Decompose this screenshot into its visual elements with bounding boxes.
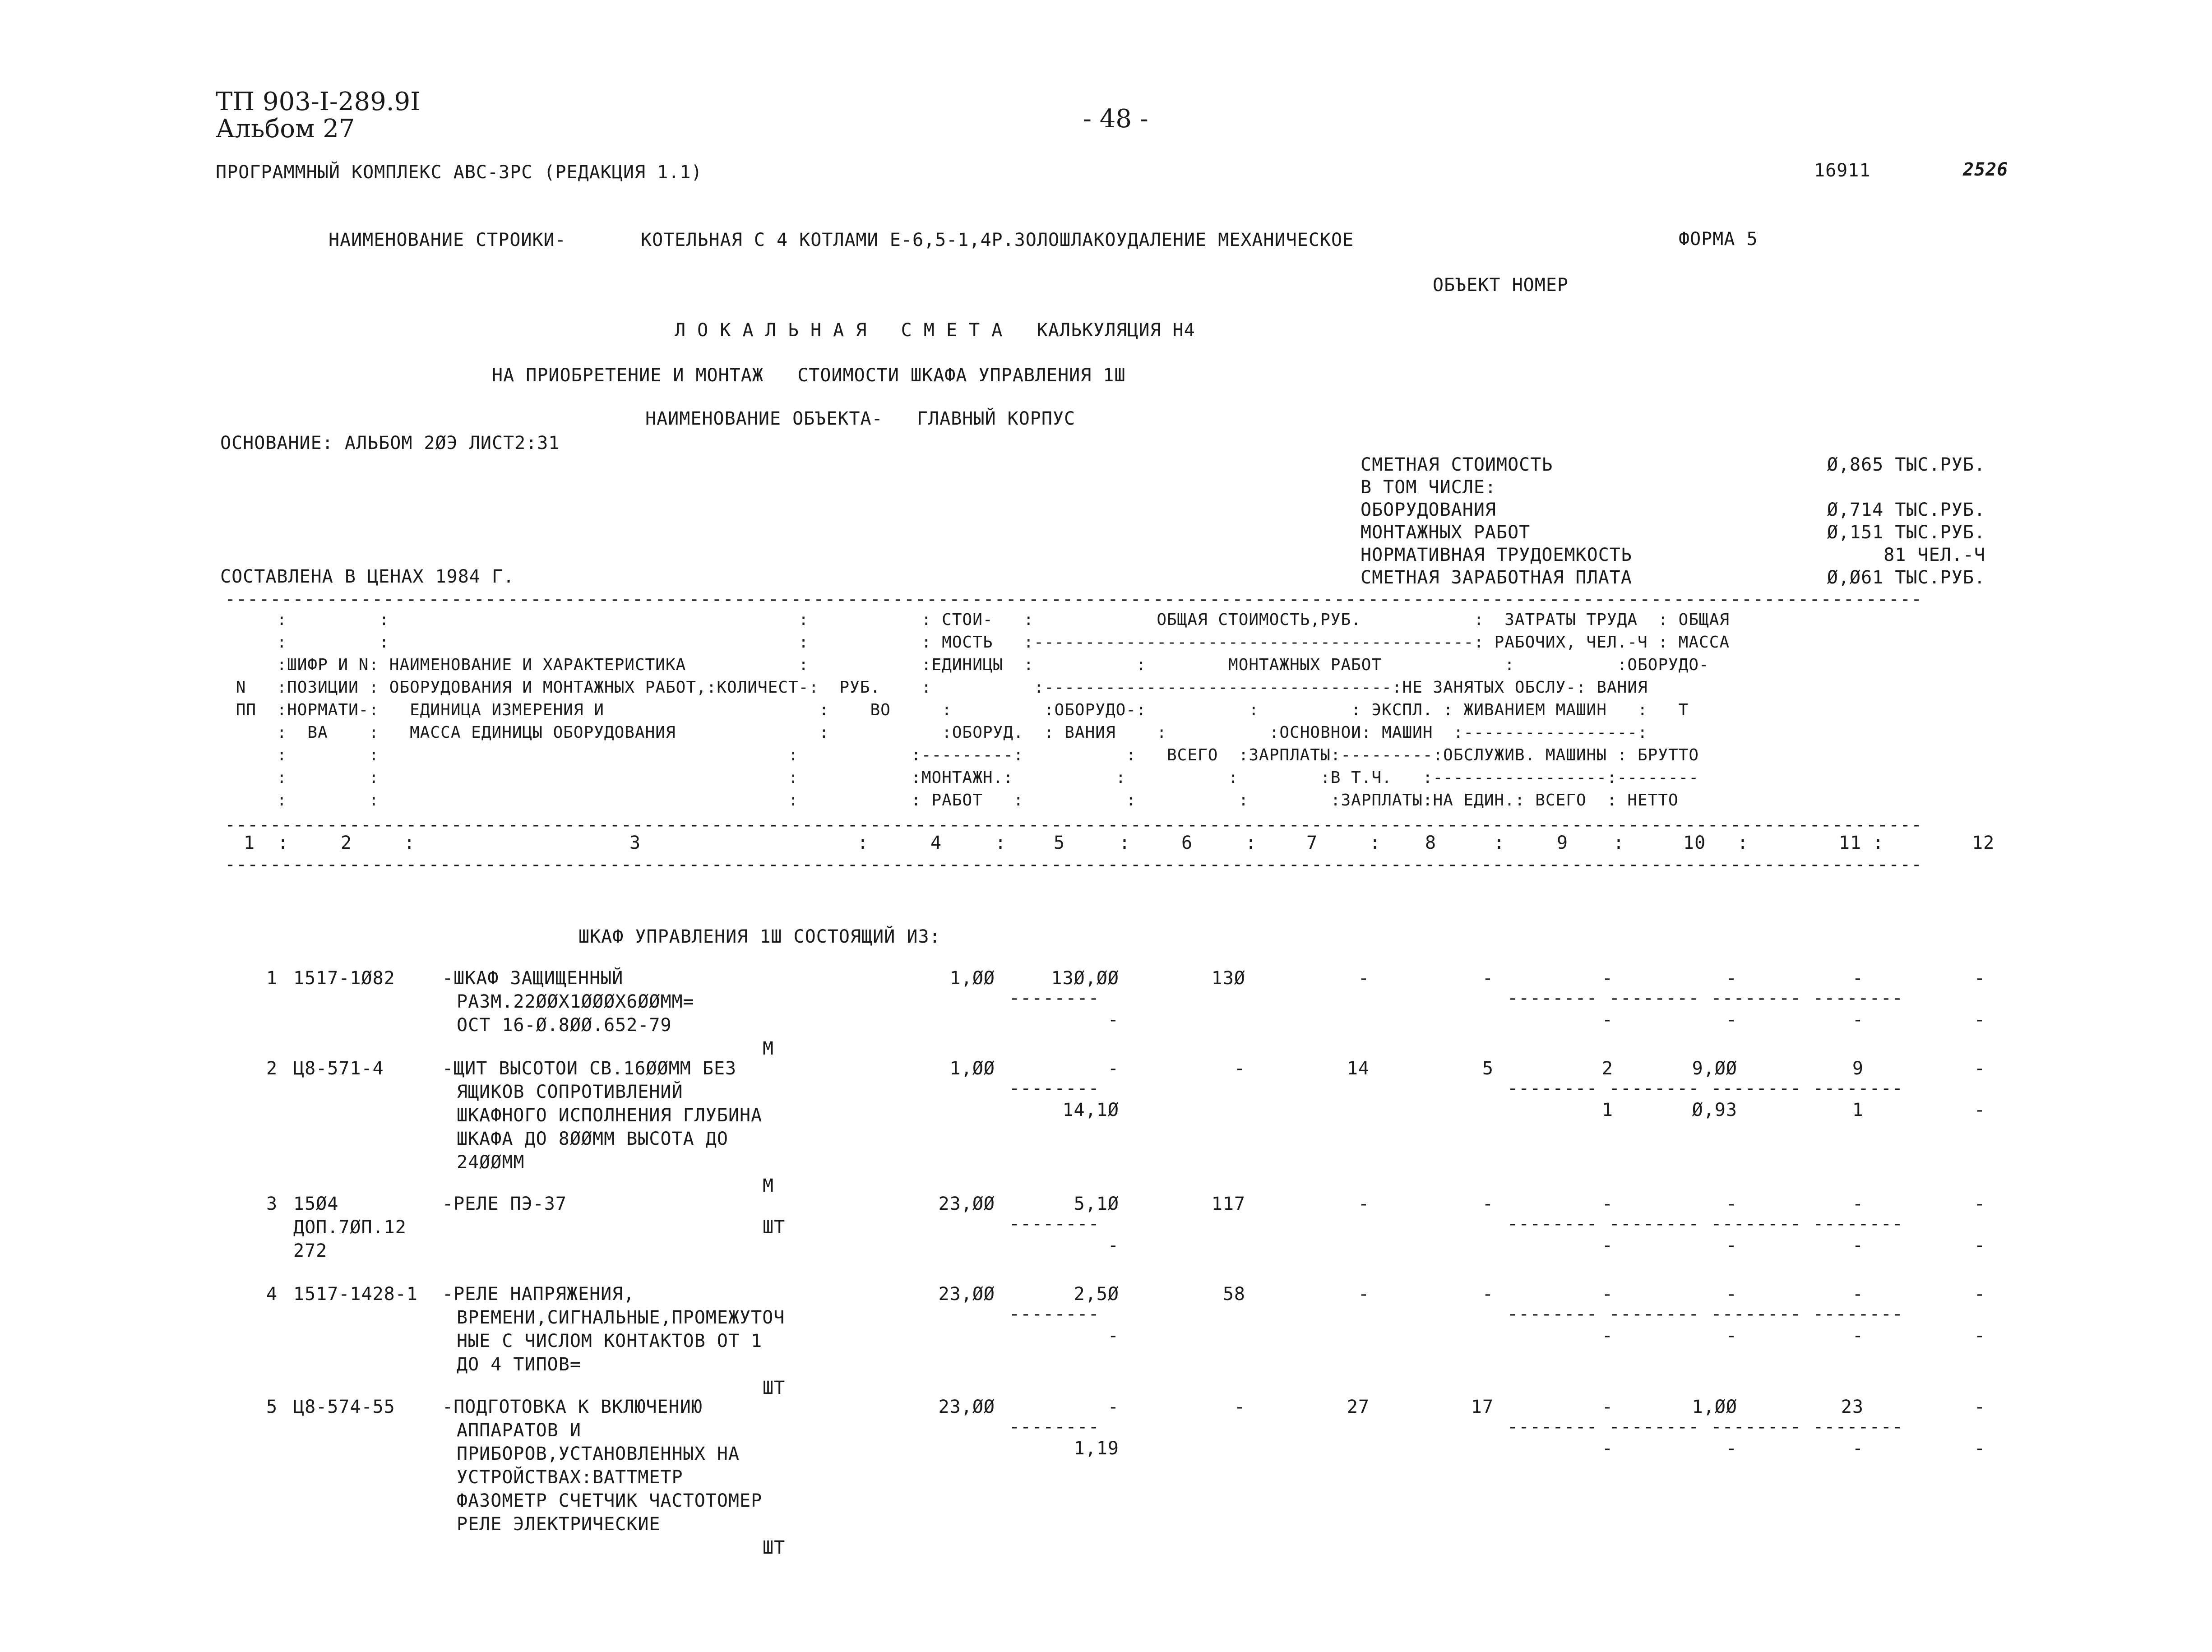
row-price-equipment: 2,5Ø: [1074, 1284, 1119, 1305]
column-number: 11: [1839, 833, 1862, 853]
row-montage-total: 14: [1347, 1058, 1370, 1079]
row-equipment-total: -: [1234, 1397, 1245, 1417]
header-line: : : : :МОНТАЖН.: : : :В Т.Ч. :-----------------:--------: [226, 768, 1699, 787]
header-line: : : : :---------: : ВСЕГО :ЗАРПЛАТЫ:---------:ОБСЛУЖИВ. МАШИНЫ : БРУТТО: [226, 746, 1699, 764]
row-name: 24ØØММ: [457, 1152, 525, 1173]
row-name: ДО 4 ТИПОВ=: [457, 1354, 581, 1375]
row-name: ЯЩИКОВ СОПРОТИВЛЕНИЙ: [457, 1082, 683, 1102]
header-line: : ВА : МАССА ЕДИНИЦЫ ОБОРУДОВАНИЯ : :ОБОРУД. : ВАНИЯ : :ОСНОВНОИ: МАШИН :-----------------:: [226, 723, 1648, 742]
row-price-montage: 1,19: [1074, 1438, 1119, 1459]
header-line: N :ПОЗИЦИИ : ОБОРУДОВАНИЯ И МОНТАЖНЫХ РАБОТ,:КОЛИЧЕСТ-: РУБ. : :----------------------------------:НЕ ЗАНЯТЫХ ОБСЛУ-: ВАНИЯ: [226, 678, 1648, 697]
summary-value: 81 ЧЕЛ.-Ч: [1883, 545, 1985, 565]
summary-value: Ø,151 ТЫС.РУБ.: [1827, 522, 1985, 543]
row-montage-total: -: [1358, 1284, 1370, 1305]
section-title: ШКАФ УПРАВЛЕНИЯ 1Ш СОСТОЯЩИЙ ИЗ:: [578, 926, 941, 947]
column-number: 12: [1972, 833, 1995, 853]
row-number: 3: [266, 1194, 278, 1214]
row-mass-net: -: [1974, 1100, 1985, 1120]
row-quantity: 1,ØØ: [949, 968, 995, 989]
rule-header-bottom: ------------------------------------------------------------------------------------------------------------------------------------------------------: [225, 814, 1923, 835]
row-number: 4: [266, 1284, 278, 1305]
row-code: Ц8-574-55: [293, 1397, 395, 1417]
row-base-salary: 17: [1471, 1397, 1494, 1417]
project-code: ТП 903-I-289.9I: [216, 87, 421, 116]
row-quantity: 23,ØØ: [938, 1194, 995, 1214]
row-machine-operation: -: [1601, 968, 1613, 989]
header-line: ПП :НОРМАТИ-: ЕДИНИЦА ИЗМЕРЕНИЯ И : ВО : :ОБОРУДО-: : : ЭКСПЛ. : ЖИВАНИЕМ МАШИН : Т: [226, 701, 1689, 719]
rule-top: ------------------------------------------------------------------------------------------------------------------------------------------------------: [225, 589, 1923, 610]
row-montage-total: 27: [1347, 1397, 1370, 1417]
object-number: ОБЪЕКТ НОМЕР: [1433, 275, 1569, 296]
row-machine-salary: 1: [1601, 1100, 1613, 1120]
column-number: 3: [629, 833, 641, 853]
row-price-montage: -: [1107, 1325, 1119, 1346]
row-quantity: 23,ØØ: [938, 1284, 995, 1305]
column-number: 1: [244, 833, 255, 853]
row-mass-net: -: [1974, 1009, 1985, 1030]
row-price-equipment: -: [1107, 1058, 1119, 1079]
row-name: ВРЕМЕНИ,СИГНАЛЬНЫЕ,ПРОМЕЖУТОЧ: [457, 1307, 785, 1328]
column-separator: :: [857, 833, 869, 853]
column-separator: :: [1119, 833, 1131, 853]
column-number: 4: [930, 833, 942, 853]
summary-label: СМЕТНАЯ СТОИМОСТЬ: [1361, 454, 1553, 475]
row-labour-unit: 1,ØØ: [1692, 1397, 1737, 1417]
row-machine-salary: -: [1601, 1325, 1613, 1346]
row-unit: М: [763, 1175, 774, 1196]
rule-columns-bottom: ------------------------------------------------------------------------------------------------------------------------------------------------------: [225, 854, 1923, 875]
row-equipment-total: 13Ø: [1211, 968, 1245, 989]
row-equipment-total: 58: [1222, 1284, 1245, 1305]
row-code: Ц8-571-4: [293, 1058, 384, 1079]
row-machine-labour-total: -: [1852, 1325, 1864, 1346]
program-name: ПРОГРАММНЫЙ КОМПЛЕКС АВС-3РС (РЕДАКЦИЯ 1.1): [216, 162, 703, 183]
column-separator: :: [995, 833, 1007, 853]
row-name: ШКАФНОГО ИСПОЛНЕНИЯ ГЛУБИНА: [457, 1105, 763, 1126]
row-labour-unit: -: [1726, 968, 1737, 989]
row-name: ШКАФА ДО 8ØØММ ВЫСОТА ДО: [457, 1129, 728, 1149]
stroika-value: КОТЕЛЬНАЯ С 4 КОТЛАМИ Е-6,5-1,4Р.ЗОЛОШЛАКОУДАЛЕНИЕ МЕХАНИЧЕСКОЕ: [641, 230, 1354, 250]
album-number: Альбом 27: [216, 114, 355, 143]
row-machine-operation: -: [1601, 1284, 1613, 1305]
row-price-montage: -: [1107, 1009, 1119, 1030]
column-separator: :: [1370, 833, 1381, 853]
row-name: -РЕЛЕ ПЭ-37: [442, 1194, 567, 1214]
summary-value: Ø,865 ТЫС.РУБ.: [1827, 454, 1985, 475]
row-labour-total: -: [1852, 968, 1864, 989]
row-base-salary: -: [1482, 1284, 1494, 1305]
row-price-montage: 14,1Ø: [1062, 1100, 1119, 1120]
row-equipment-total: -: [1234, 1058, 1245, 1079]
row-divider: -------- -------- -------- --------: [1507, 1078, 1903, 1099]
summary-label: В ТОМ ЧИСЛЕ:: [1361, 477, 1496, 498]
column-separator: :: [1245, 833, 1257, 853]
summary-value: Ø,Ø61 ТЫС.РУБ.: [1827, 567, 1985, 588]
column-separator: :: [1613, 833, 1625, 853]
header-line: : : : : РАБОТ : : : :ЗАРПЛАТЫ:НА ЕДИН.: ВСЕГО : НЕТТО: [226, 791, 1679, 810]
row-code: 15Ø4: [293, 1194, 339, 1214]
row-base-salary: -: [1482, 968, 1494, 989]
row-machine-salary: -: [1601, 1438, 1613, 1459]
row-equipment-total: 117: [1211, 1194, 1245, 1214]
header-line: : : : : СТОИ- : ОБЩАЯ СТОИМОСТЬ,РУБ. : ЗАТРАТЫ ТРУДА : ОБЩАЯ: [226, 611, 1730, 629]
row-unit: ШТ: [763, 1217, 786, 1238]
row-machine-labour-total: -: [1852, 1235, 1864, 1256]
row-machine-labour-unit: -: [1726, 1235, 1737, 1256]
column-number: 8: [1425, 833, 1437, 853]
row-divider: -------- -------- -------- --------: [1507, 1213, 1903, 1234]
row-mass-net: -: [1974, 1235, 1985, 1256]
row-machine-salary: -: [1601, 1235, 1613, 1256]
column-separator: :: [1873, 833, 1884, 853]
header-line: : : : : МОСТЬ :-------------------------------------------: РАБОЧИХ, ЧЕЛ.-Ч : МАССА: [226, 633, 1730, 652]
row-divider: -------- -------- -------- --------: [1507, 1304, 1903, 1324]
summary-label: МОНТАЖНЫХ РАБОТ: [1361, 522, 1531, 543]
column-separator: :: [1494, 833, 1505, 853]
row-base-salary: -: [1482, 1194, 1494, 1214]
forma-label: ФОРМА 5: [1679, 229, 1758, 250]
doc-code-2: 2526: [1963, 159, 2008, 180]
row-code: 1517-1428-1: [293, 1284, 418, 1305]
row-machine-operation: 2: [1601, 1058, 1613, 1079]
row-name: ОСТ 16-Ø.8ØØ.652-79: [457, 1015, 672, 1036]
row-machine-salary: -: [1601, 1009, 1613, 1030]
page-number: - 48 -: [1083, 104, 1148, 134]
row-mass-net: -: [1974, 1325, 1985, 1346]
row-price-montage: -: [1107, 1235, 1119, 1256]
smeta-title: Л О К А Л Ь Н А Я С М Е Т А КАЛЬКУЛЯЦИЯ Н4: [675, 320, 1195, 341]
row-divider: --------: [1009, 1416, 1100, 1437]
row-name: РАЗМ.22ØØХ1ØØØХ6ØØММ=: [457, 991, 694, 1012]
row-price-equipment: 5,1Ø: [1074, 1194, 1119, 1214]
column-separator: :: [404, 833, 416, 853]
row-montage-total: -: [1358, 1194, 1370, 1214]
column-separator: :: [278, 833, 289, 853]
row-labour-unit: -: [1726, 1194, 1737, 1214]
row-machine-operation: -: [1601, 1397, 1613, 1417]
row-mass-gross: -: [1974, 1058, 1985, 1079]
row-divider: -------- -------- -------- --------: [1507, 1416, 1903, 1437]
row-price-equipment: 13Ø,ØØ: [1051, 968, 1119, 989]
column-number: 5: [1054, 833, 1065, 853]
row-labour-total: 23: [1841, 1397, 1864, 1417]
row-number: 1: [266, 968, 278, 989]
row-machine-labour-unit: -: [1726, 1009, 1737, 1030]
column-number: 2: [341, 833, 352, 853]
object-name: НАИМЕНОВАНИЕ ОБЪЕКТА- ГЛАВНЫЙ КОРПУС: [645, 408, 1076, 429]
row-price-equipment: -: [1107, 1397, 1119, 1417]
row-name: -РЕЛЕ НАПРЯЖЕНИЯ,: [442, 1284, 635, 1305]
row-base-salary: 5: [1482, 1058, 1494, 1079]
row-machine-labour-total: 1: [1852, 1100, 1864, 1120]
row-divider: --------: [1009, 1213, 1100, 1234]
row-mass-gross: -: [1974, 1284, 1985, 1305]
prices-year: СОСТАВЛЕНА В ЦЕНАХ 1984 Г.: [220, 566, 515, 587]
row-labour-unit: 9,ØØ: [1692, 1058, 1737, 1079]
row-name: ПРИБОРОВ,УСТАНОВЛЕННЫХ НА: [457, 1444, 740, 1464]
row-code: 272: [293, 1240, 328, 1261]
row-mass-net: -: [1974, 1438, 1985, 1459]
row-labour-total: -: [1852, 1194, 1864, 1214]
summary-label: НОРМАТИВНАЯ ТРУДОЕМКОСТЬ: [1361, 545, 1632, 565]
row-divider: -------- -------- -------- --------: [1507, 988, 1903, 1009]
row-code: 1517-1Ø82: [293, 968, 395, 989]
row-code: ДОП.7ØП.12: [293, 1217, 407, 1238]
stroika-label: НАИМЕНОВАНИЕ СТРОИКИ-: [329, 230, 566, 250]
summary-label: ОБОРУДОВАНИЯ: [1361, 500, 1496, 520]
column-number: 7: [1306, 833, 1318, 853]
summary-label: СМЕТНАЯ ЗАРАБОТНАЯ ПЛАТА: [1361, 567, 1632, 588]
row-divider: --------: [1009, 988, 1100, 1009]
row-machine-labour-unit: -: [1726, 1325, 1737, 1346]
row-labour-total: 9: [1852, 1058, 1864, 1079]
row-mass-gross: -: [1974, 1397, 1985, 1417]
row-unit: ШТ: [763, 1378, 786, 1398]
row-number: 2: [266, 1058, 278, 1079]
row-mass-gross: -: [1974, 1194, 1985, 1214]
row-unit: М: [763, 1038, 774, 1059]
row-machine-labour-total: -: [1852, 1009, 1864, 1030]
header-line: :ШИФР И N: НАИМЕНОВАНИЕ И ХАРАКТЕРИСТИКА : :ЕДИНИЦЫ : : МОНТАЖНЫХ РАБОТ : :ОБОРУДО-: [226, 656, 1709, 674]
column-separator: :: [1737, 833, 1749, 853]
row-divider: --------: [1009, 1304, 1100, 1324]
row-labour-unit: -: [1726, 1284, 1737, 1305]
row-mass-gross: -: [1974, 968, 1985, 989]
row-machine-labour-total: -: [1852, 1438, 1864, 1459]
smeta-purpose: НА ПРИОБРЕТЕНИЕ И МОНТАЖ СТОИМОСТИ ШКАФА УПРАВЛЕНИЯ 1Ш: [492, 365, 1126, 386]
row-name: -ШКАФ ЗАЩИЩЕННЫЙ: [442, 968, 624, 989]
row-number: 5: [266, 1397, 278, 1417]
row-quantity: 23,ØØ: [938, 1397, 995, 1417]
row-name: ФАЗОМЕТР СЧЕТЧИК ЧАСТОТОМЕР: [457, 1490, 763, 1511]
row-montage-total: -: [1358, 968, 1370, 989]
row-machine-labour-unit: -: [1726, 1438, 1737, 1459]
row-name: РЕЛЕ ЭЛЕКТРИЧЕСКИЕ: [457, 1514, 661, 1535]
row-labour-total: -: [1852, 1284, 1864, 1305]
row-name: УСТРОЙСТВАХ:ВАТТМЕТР: [457, 1467, 683, 1488]
column-number: 6: [1181, 833, 1193, 853]
row-name: НЫЕ С ЧИСЛОМ КОНТАКТОВ ОТ 1: [457, 1331, 763, 1351]
doc-code-1: 16911: [1814, 160, 1871, 181]
row-divider: --------: [1009, 1078, 1100, 1099]
row-machine-labour-unit: Ø,93: [1692, 1100, 1737, 1120]
summary-value: Ø,714 ТЫС.РУБ.: [1827, 500, 1985, 520]
row-name: АППАРАТОВ И: [457, 1420, 581, 1441]
row-unit: ШТ: [763, 1537, 786, 1558]
row-machine-operation: -: [1601, 1194, 1613, 1214]
basis-line: ОСНОВАНИЕ: АЛЬБОМ 2ØЭ ЛИСТ2:31: [220, 433, 560, 453]
row-quantity: 1,ØØ: [949, 1058, 995, 1079]
row-name: -ПОДГОТОВКА К ВКЛЮЧЕНИЮ: [442, 1397, 703, 1417]
column-number: 9: [1557, 833, 1569, 853]
column-number: 10: [1683, 833, 1706, 853]
row-name: -ЩИТ ВЫСОТОИ СВ.16ØØММ БЕЗ: [442, 1058, 737, 1079]
